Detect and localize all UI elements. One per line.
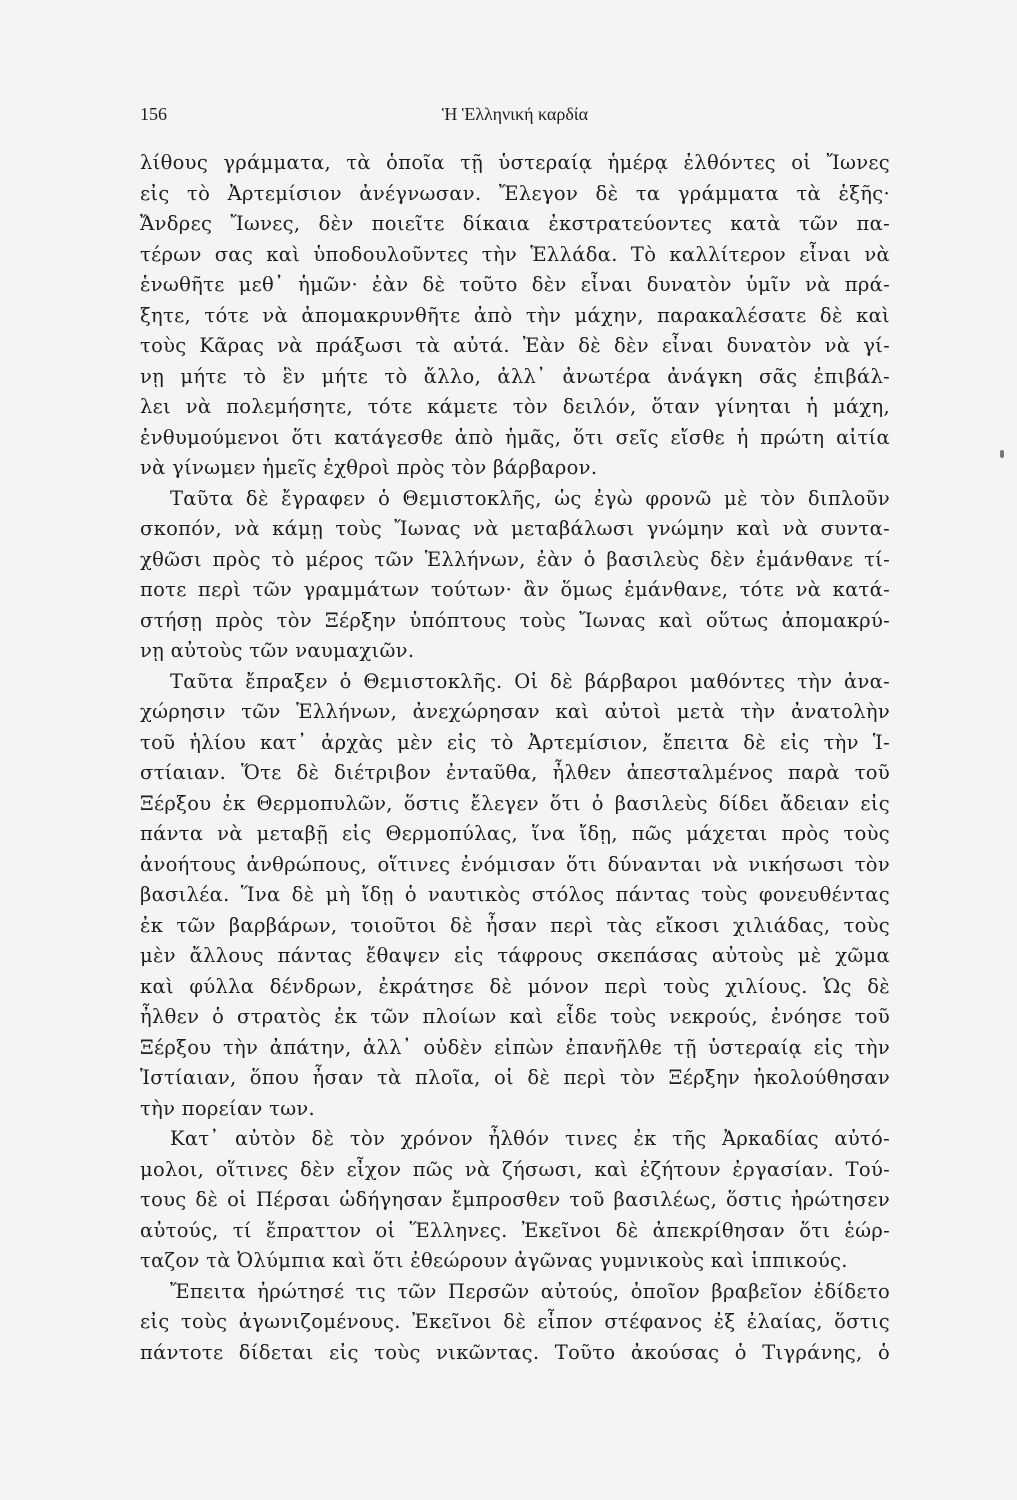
text-line: πάντοτε δίδεται εἰς τοὺς νικῶντας. Τοῦτο ἀκούσας ὁ Τιγράνης, ὁ <box>140 1340 890 1364</box>
text-line: τοῦ ἡλίου κατ᾽ ἀρχὰς μὲν εἰς τὸ Ἀρτεμίσιον, ἔπειτα δὲ εἰς τὴν Ἱ- <box>140 730 890 754</box>
text-line: ἀνοήτους ἀνθρώπους, οἵτινες ἐνόμισαν ὅτι δύνανται νὰ νικήσωσι τὸν <box>140 852 890 876</box>
text-line: Ἄνδρες Ἴωνες, δὲν ποιεῖτε δίκαια ἐκστρατεύοντες κατὰ τῶν πα- <box>140 212 890 235</box>
text-line: Ξέρξου ἐκ Θερμοπυλῶν, ὅστις ἔλεγεν ὅτι ὁ βασιλεὺς δίδει ἄδειαν εἰς <box>140 791 890 815</box>
running-title: Ἡ Ἑλληνική καρδία <box>441 104 589 124</box>
text-line: μολοι, οἵτινες δὲν εἶχον πῶς νὰ ζήσωσι, καὶ ἐζήτουν ἐργασίαν. Τού- <box>140 1157 890 1181</box>
text-line: λει νὰ πολεμήσητε, τότε κάμετε τὸν δειλόν, ὅταν γίνηται ἡ μάχη, <box>140 395 890 418</box>
text-line: Ξέρξου τὴν ἀπάτην, ἀλλ᾽ οὐδὲν εἰπὼν ἐπανῆλθε τῇ ὑστεραίᾳ εἰς τὴν <box>140 1035 890 1059</box>
text-line: Κατ᾽ αὐτὸν δὲ τὸν χρόνον ἦλθόν τινες ἐκ τῆς Ἀρκαδίας αὐτό- <box>170 1127 890 1150</box>
text-line: εἰς τὸ Ἀρτεμίσιον ἀνέγνωσαν. Ἔλεγον δὲ τα γράμματα τὰ ἑξῆς· <box>140 181 890 205</box>
text-line: βασιλέα. Ἵνα δὲ μὴ ἴδῃ ὁ ναυτικὸς στόλος πάντας τοὺς φονευθέντας <box>140 883 890 906</box>
text-line: Ταῦτα δὲ ἔγραφεν ὁ Θεμιστοκλῆς, ὡς ἐγὼ φρονῶ μὲ τὸν διπλοῦν <box>170 486 890 510</box>
text-line: μὲν ἄλλους πάντας ἔθαψεν εἰς τάφρους σκεπάσας αὐτοὺς μὲ χῶμα <box>140 944 890 967</box>
text-line: χώρησιν τῶν Ἑλλήνων, ἀνεχώρησαν καὶ αὐτοὶ μετὰ τὴν ἀνατολὴν <box>140 700 890 723</box>
margin-speck <box>1000 450 1004 458</box>
text-line: Ταῦτα ἔπραξεν ὁ Θεμιστοκλῆς. Οἱ δὲ βάρβαροι μαθόντες τὴν ἀνα- <box>170 669 890 693</box>
text-line: ποτε περὶ τῶν γραμμάτων τούτων· ἂν ὅμως ἐμάνθανε, τότε νὰ κατά- <box>140 578 890 601</box>
page-number: 156 <box>140 104 167 124</box>
text-line: νῃ αὐτοὺς τῶν ναυμαχιῶν. <box>140 639 415 662</box>
text-line: λίθους γράμματα, τὰ ὁποῖα τῇ ὑστεραίᾳ ἡμέρᾳ ἐλθόντες οἱ Ἴωνες <box>140 151 890 174</box>
text-line: εἰς τοὺς ἀγωνιζομένους. Ἐκεῖνοι δὲ εἶπον στέφανος ἐξ ἐλαίας, ὅστις <box>140 1310 890 1333</box>
text-line: τοὺς Κᾶρας νὰ πράξωσι τὰ αὐτά. Ἐὰν δὲ δὲν εἶναι δυνατὸν νὰ γί- <box>140 334 890 357</box>
text-line: νῃ μήτε τὸ ἓν μήτε τὸ ἄλλο, ἀλλ᾽ ἀνωτέρα ἀνάγκη σᾶς ἐπιβάλ- <box>140 364 890 388</box>
text-line: Ἔπειτα ἠρώτησέ τις τῶν Περσῶν αὐτούς, ὁποῖον βραβεῖον ἐδίδετο <box>170 1279 890 1303</box>
text-line: Ἱστίαιαν, ὅπου ἦσαν τὰ πλοῖα, οἱ δὲ περὶ τὸν Ξέρξην ἠκολούθησαν <box>140 1066 890 1089</box>
text-line: αὐτούς, τί ἔπραττον οἱ Ἕλληνες. Ἐκεῖνοι δὲ ἀπεκρίθησαν ὅτι ἑώρ- <box>140 1218 890 1242</box>
text-line: χθῶσι πρὸς τὸ μέρος τῶν Ἑλλήνων, ἐὰν ὁ βασιλεὺς δὲν ἐμάνθανε τί- <box>140 547 890 571</box>
text-line: ἑνωθῆτε μεθ᾽ ἡμῶν· ἐὰν δὲ τοῦτο δὲν εἶναι δυνατὸν ὑμῖν νὰ πρά- <box>140 273 890 296</box>
text-line: καὶ φύλλα δένδρων, ἐκράτησε δὲ μόνον περὶ τοὺς χιλίους. Ὡς δὲ <box>140 974 890 998</box>
page-header <box>140 104 890 132</box>
text-line: ταζον τὰ Ὀλύμπια καὶ ὅτι ἐθεώρουν ἀγῶνας γυμνικοὺς καὶ ἱππικούς. <box>140 1249 848 1272</box>
body-text <box>140 148 890 1378</box>
text-line: νὰ γίνωμεν ἡμεῖς ἐχθροὶ πρὸς τὸν βάρβαρον. <box>140 456 598 479</box>
text-line: στήσῃ πρὸς τὸν Ξέρξην ὑπόπτους τοὺς Ἴωνας καὶ οὕτως ἀπομακρύ- <box>140 608 890 632</box>
text-line: τέρων σας καὶ ὑποδουλοῦντες τὴν Ἑλλάδα. Τὸ καλλίτερον εἶναι νὰ <box>140 242 890 266</box>
text-line: ἐνθυμούμενοι ὅτι κατάγεσθε ἀπὸ ἡμᾶς, ὅτι σεῖς εἴσθε ἡ πρώτη αἰτία <box>140 425 890 449</box>
text-line: πάντα νὰ μεταβῇ εἰς Θερμοπύλας, ἵνα ἴδῃ, πῶς μάχεται πρὸς τοὺς <box>140 822 890 845</box>
text-line: ξητε, τότε νὰ ἀπομακρυνθῆτε ἀπὸ τὴν μάχην, παρακαλέσατε δὲ καὶ <box>140 303 890 327</box>
text-line: τους δὲ οἱ Πέρσαι ὡδήγησαν ἔμπροσθεν τοῦ βασιλέως, ὅστις ἠρώτησεν <box>140 1188 890 1211</box>
text-line: στίαιαν. Ὅτε δὲ διέτριβον ἐνταῦθα, ἦλθεν ἀπεσταλμένος παρὰ τοῦ <box>140 761 890 784</box>
text-line: τὴν πορείαν των. <box>140 1096 316 1120</box>
text-line: ἐκ τῶν βαρβάρων, τοιοῦτοι δὲ ἦσαν περὶ τὰς εἴκοσι χιλιάδας, τοὺς <box>140 913 890 937</box>
text-line: σκοπόν, νὰ κάμῃ τοὺς Ἴωνας νὰ μεταβάλωσι γνώμην καὶ νὰ συντα- <box>140 517 890 540</box>
text-line: ἦλθεν ὁ στρατὸς ἐκ τῶν πλοίων καὶ εἶδε τοὺς νεκρούς, ἐνόησε τοῦ <box>140 1005 890 1028</box>
